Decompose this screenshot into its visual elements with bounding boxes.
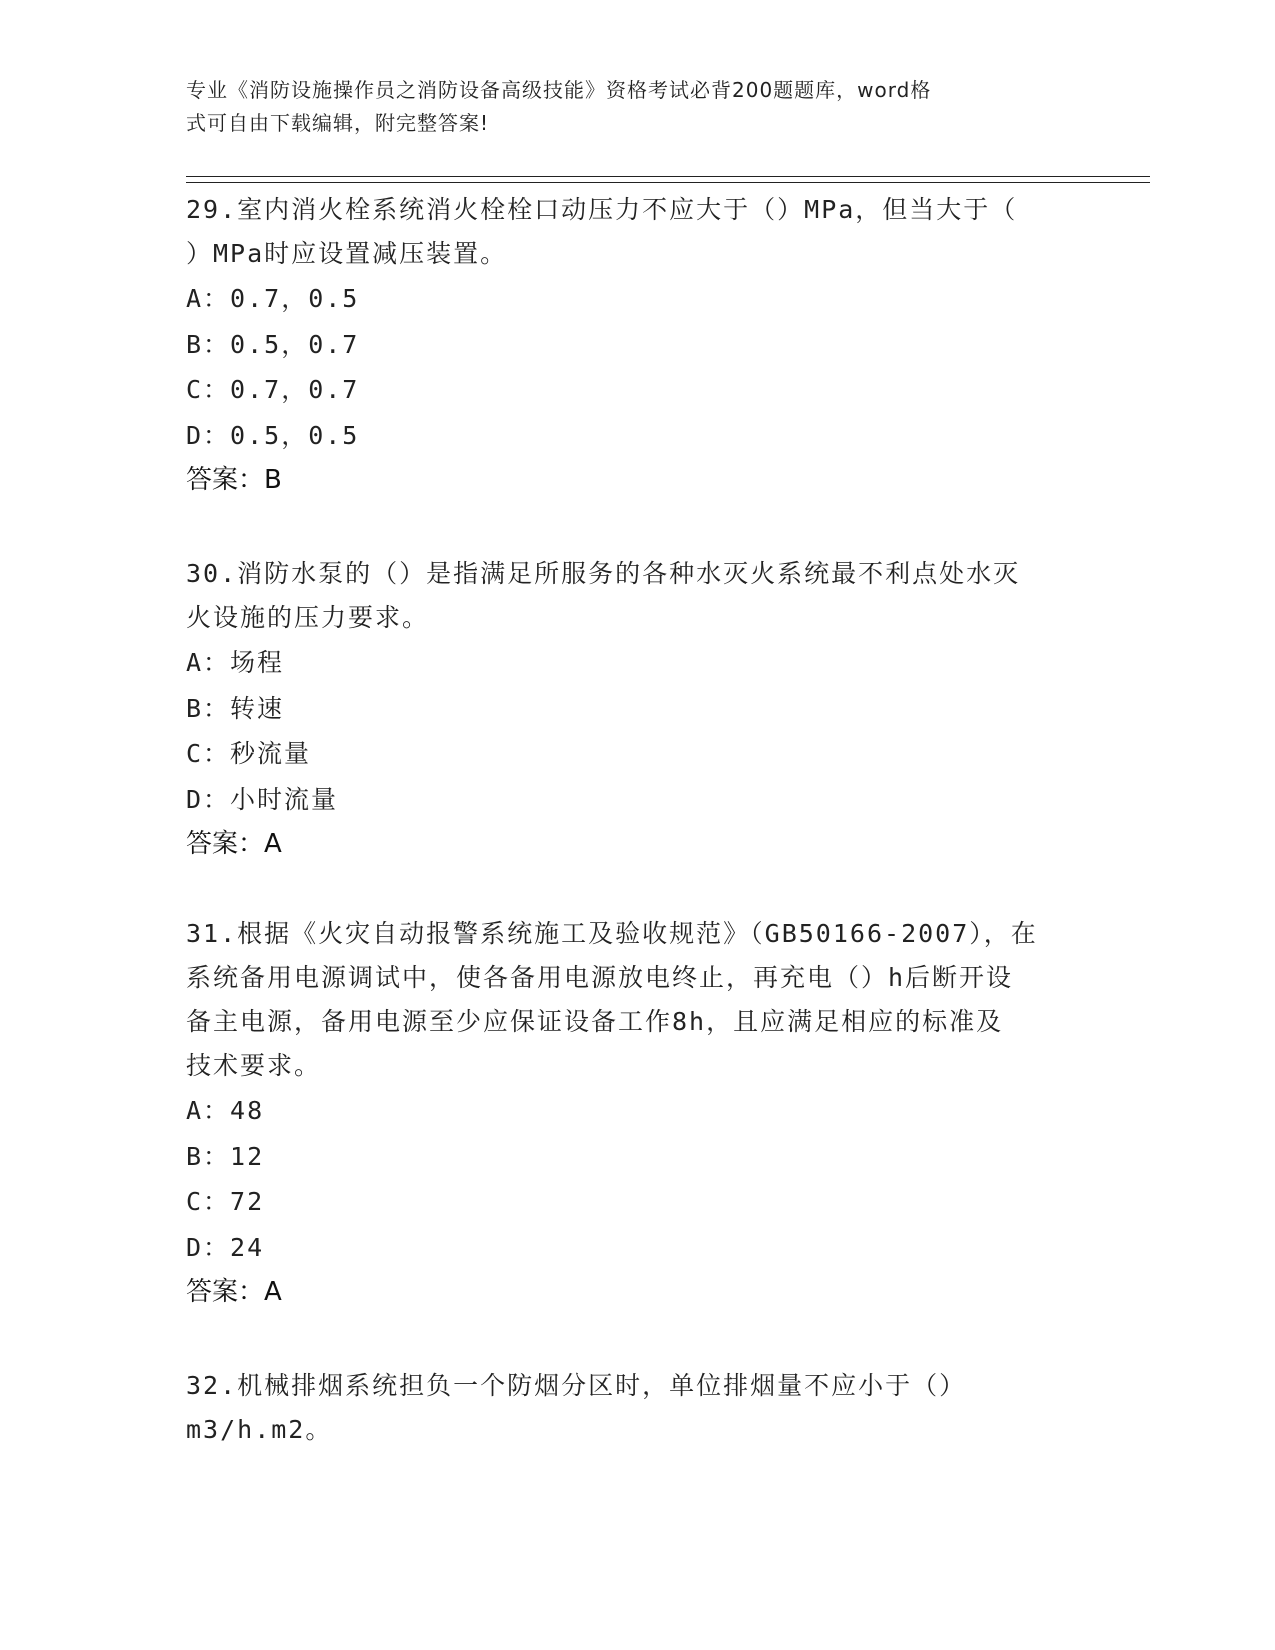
document-header xyxy=(186,74,1066,140)
option-a: A：0.7，0.5 xyxy=(186,284,360,313)
header-line-1: 专业《消防设施操作员之消防设备高级技能》资格考试必背200题题库，word格 xyxy=(186,78,932,102)
header-divider-bottom xyxy=(186,182,1150,183)
option-b: B：转速 xyxy=(186,693,285,723)
answer-line: 答案：B xyxy=(186,465,282,495)
option-b: B：12 xyxy=(186,1141,265,1171)
question-stem-line: ）MPa时应设置减压装置。 xyxy=(186,239,508,268)
option-c: C：秒流量 xyxy=(186,739,312,768)
question-stem-line: 火设施的压力要求。 xyxy=(186,603,430,632)
question-stem-line: 31.根据《火灾自动报警系统施工及验收规范》（GB50166-2007），在 xyxy=(186,919,1038,948)
option-c: C：72 xyxy=(186,1187,265,1216)
header-line-2: 式可自由下载编辑，附完整答案! xyxy=(186,111,490,135)
question-29 xyxy=(186,188,1086,503)
option-d: D：小时流量 xyxy=(186,784,339,814)
option-b: B：0.5，0.7 xyxy=(186,329,360,359)
question-stem-line: 备主电源，备用电源至少应保证设备工作8h，且应满足相应的标准及 xyxy=(186,1007,1004,1036)
option-c: C：0.7，0.7 xyxy=(186,375,360,404)
answer-line: 答案：A xyxy=(186,1277,282,1307)
question-32 xyxy=(186,1364,1086,1452)
question-stem-line: 系统备用电源调试中，使各备用电源放电终止，再充电（）h后断开设 xyxy=(186,963,1014,992)
question-30 xyxy=(186,552,1086,867)
option-d: D：0.5，0.5 xyxy=(186,420,360,450)
option-a: A：场程 xyxy=(186,648,285,677)
question-stem-line: 29.室内消火栓系统消火栓栓口动压力不应大于（）MPa，但当大于（ xyxy=(186,195,1018,224)
option-a: A：48 xyxy=(186,1096,265,1125)
question-stem-line: m3/h.m2。 xyxy=(186,1415,333,1444)
option-d: D：24 xyxy=(186,1232,265,1262)
question-stem-line: 30.消防水泵的（）是指满足所服务的各种水灭火系统最不利点处水灭 xyxy=(186,559,1021,588)
question-31 xyxy=(186,912,1086,1315)
question-stem-line: 技术要求。 xyxy=(186,1051,322,1080)
answer-line: 答案：A xyxy=(186,829,282,859)
question-stem-line: 32.机械排烟系统担负一个防烟分区时，单位排烟量不应小于（） xyxy=(186,1371,967,1400)
header-divider-top xyxy=(186,176,1150,177)
